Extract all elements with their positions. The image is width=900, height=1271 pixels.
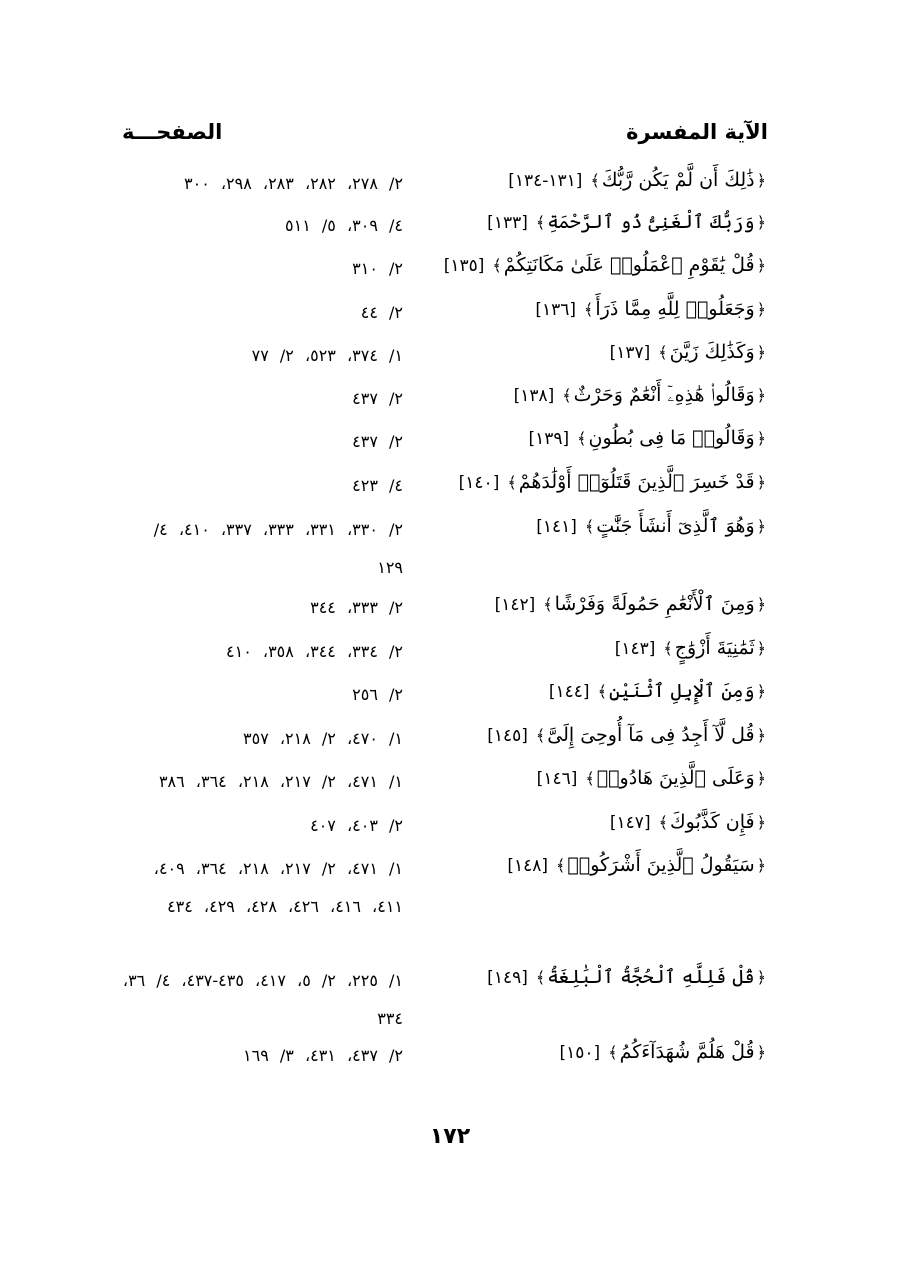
ornament-close: ﴾ xyxy=(535,726,546,745)
verse-text: وَعَلَى ٱلَّذِينَ هَادُوا۟ xyxy=(596,767,755,789)
ornament-close: ﴾ xyxy=(658,343,668,362)
ornament-open: ﴿ xyxy=(756,813,766,832)
verse-number: [١٤٠] xyxy=(458,473,500,493)
verse-number: [١٤٤] xyxy=(548,682,590,702)
verse-text: وَقَالُوا۟ مَا فِى بُطُونِ xyxy=(588,427,755,449)
ornament-open: ﴿ xyxy=(756,213,766,232)
verse-text: قُل لَّآ أَجِدُ فِى مَآ أُوحِىَ إِلَىَّ xyxy=(547,724,755,746)
ornament-open: ﴿ xyxy=(756,473,766,492)
ornament-close: ﴾ xyxy=(562,386,572,405)
verse-ref xyxy=(610,337,768,368)
ornament-open: ﴿ xyxy=(756,386,766,405)
verse-number: [١٣٧] xyxy=(609,343,651,363)
ornament-close: ﴾ xyxy=(585,769,595,788)
verse-ref xyxy=(444,250,768,281)
ornament-close: ﴾ xyxy=(584,517,595,536)
ornament-open: ﴿ xyxy=(756,595,766,614)
ornament-open: ﴿ xyxy=(756,682,766,701)
page-refs: ٢/ ٣٣٤، ٣٤٤، ٣٥٨، ٤١٠ xyxy=(226,642,403,661)
verse-number: [١٣٦] xyxy=(535,300,576,320)
verse-ref xyxy=(495,589,768,620)
ornament-open: ﴿ xyxy=(756,726,766,745)
verse-ref xyxy=(536,511,768,542)
verse-ref xyxy=(549,676,768,707)
ornament-open: ﴿ xyxy=(756,256,766,275)
verse-text: قُلْ هَلُمَّ شُهَدَآءَكُمُ xyxy=(619,1041,755,1063)
ornament-open: ﴿ xyxy=(756,300,766,319)
verse-number: [١٣٩] xyxy=(528,429,570,449)
verse-text: وَمِنَ ٱلْإِبِلِ ٱثْنَيْنِ xyxy=(608,680,755,702)
page-refs: ١/ ٢٢٥، ٢/ ٥، ٤١٧، ٤٣٥-٤٣٧، ٤/ ٣٦، ٣٣٤ xyxy=(122,971,403,1028)
verse-text: وَمِنَ ٱلْأَنْعَٰمِ حَمُولَةً وَفَرْشًا xyxy=(554,593,755,615)
verse-number: [١٤٨] xyxy=(507,856,549,876)
ornament-open: ﴿ xyxy=(756,639,766,658)
page-refs: ٢/ ٣١٠ xyxy=(352,259,403,278)
verse-number: [١٣٨] xyxy=(513,386,555,406)
verse-ref xyxy=(537,763,768,794)
verse-number: [١٤٩] xyxy=(487,968,528,988)
verse-ref xyxy=(560,1037,769,1068)
verse-ref xyxy=(507,850,768,881)
page-refs: ٢/ ٤٣٧، ٤٣١، ٣/ ١٦٩ xyxy=(243,1046,403,1065)
verse-text: وَكَذَٰلِكَ زَيَّنَ xyxy=(669,341,755,363)
ornament-close: ﴾ xyxy=(584,300,594,319)
page-refs: ٢/ ٤٤ xyxy=(360,303,403,322)
page-number: ١٧٢ xyxy=(429,1124,471,1149)
ornament-close: ﴾ xyxy=(608,1043,618,1062)
verse-number: [١٣٣] xyxy=(487,213,528,233)
ornament-open: ﴿ xyxy=(756,769,766,788)
verse-number: [١٤٣] xyxy=(614,639,656,659)
verse-text: ثَمَٰنِيَةَ أَزْوَٰجٍ xyxy=(674,637,755,659)
ornament-open: ﴿ xyxy=(756,968,766,987)
verse-ref xyxy=(459,467,768,498)
page-refs: ٢/ ٤٣٧ xyxy=(352,432,403,451)
verse-number: [١٤٦] xyxy=(536,769,578,789)
page-refs: ٤/ ٤٢٣ xyxy=(352,476,403,495)
ornament-close: ﴾ xyxy=(535,968,546,987)
page-refs: ٢/ ٤٠٣، ٤٠٧ xyxy=(310,816,403,835)
page-refs: ٢/ ٣٣٠، ٣٣١، ٣٣٣، ٣٣٧، ٤١٠، ٤/ ١٢٩ xyxy=(153,520,403,577)
verse-text: وَهُوَ ٱلَّذِىٓ أَنشَأَ جَنَّٰتٍ xyxy=(596,515,755,537)
ornament-close: ﴾ xyxy=(556,856,566,875)
ornament-close: ﴾ xyxy=(590,171,600,190)
page-refs: ١/ ٤٧١، ٢/ ٢١٧، ٢١٨، ٣٦٤، ٤٠٩، ٤١١، ٤١٦، ٤٢٦، ٤٢٨، ٤٢٩، ٤٣٤ xyxy=(153,859,403,916)
page-refs: ١/ ٤٧١، ٢/ ٢١٧، ٢١٨، ٣٦٤، ٣٨٦ xyxy=(158,772,403,791)
page-refs: ٢/ ٢٥٦ xyxy=(352,685,403,704)
verse-number: [١٥٠] xyxy=(559,1043,601,1063)
verse-column-header: الآية المفسرة xyxy=(626,120,768,144)
verse-number: [١٣١-١٣٤] xyxy=(508,171,583,191)
verse-text: وَجَعَلُوا۟ لِلَّهِ مِمَّا ذَرَأَ xyxy=(595,298,755,320)
verse-text: سَيَقُولُ ٱلَّذِينَ أَشْرَكُوا۟ xyxy=(567,854,755,876)
page-refs: ٤/ ٣٠٩، ٥/ ٥١١ xyxy=(285,216,403,235)
ornament-open: ﴿ xyxy=(756,343,766,362)
page-refs: ٢/ ٤٣٧ xyxy=(352,389,403,408)
ornament-close: ﴾ xyxy=(577,429,587,448)
verse-text: ذَٰلِكَ أَن لَّمْ يَكُن رَّبُّكَ xyxy=(601,169,755,191)
verse-ref xyxy=(615,633,768,664)
verse-number: [١٣٥] xyxy=(443,256,485,276)
verse-ref xyxy=(610,807,768,838)
verse-number: [١٤١] xyxy=(536,517,577,537)
page-refs: ١/ ٣٧٤، ٥٢٣، ٢/ ٧٧ xyxy=(251,346,403,365)
ornament-open: ﴿ xyxy=(756,429,766,448)
ornament-close: ﴾ xyxy=(535,213,546,232)
verse-text: وَقَالُوا۟ هَٰذِهِۦٓ أَنْعَٰمٌ وَحَرْثٌ xyxy=(573,384,755,406)
verse-text: قُلْ فَلِلَّهِ ٱلْحُجَّةُ ٱلْبَٰلِغَةُ xyxy=(547,966,755,988)
ornament-open: ﴿ xyxy=(756,1043,766,1062)
verse-number: [١٤٢] xyxy=(494,595,536,615)
verse-number: [١٤٧] xyxy=(609,813,651,833)
verse-ref xyxy=(487,207,768,238)
page-refs: ٢/ ٣٣٣، ٣٤٤ xyxy=(310,598,403,617)
verse-ref xyxy=(487,720,768,751)
verse-ref xyxy=(528,423,768,454)
verse-text: وَرَبُّكَ ٱلْغَنِىُّ ذُو ٱلرَّحْمَةِ xyxy=(547,211,755,233)
verse-ref xyxy=(508,165,768,196)
page-column-header: الصفحـــة xyxy=(122,120,223,144)
verse-text: قَدْ خَسِرَ ٱلَّذِينَ قَتَلُوٓا۟ أَوْلَٰدَهُمْ xyxy=(518,471,755,493)
verse-ref xyxy=(487,962,768,993)
ornament-close: ﴾ xyxy=(507,473,517,492)
ornament-close: ﴾ xyxy=(597,682,607,701)
verse-number: [١٤٥] xyxy=(487,726,528,746)
ornament-open: ﴿ xyxy=(756,856,766,875)
ornament-open: ﴿ xyxy=(756,517,766,536)
ornament-close: ﴾ xyxy=(663,639,673,658)
ornament-close: ﴾ xyxy=(658,813,668,832)
ornament-close: ﴾ xyxy=(492,256,502,275)
verse-ref xyxy=(514,380,768,411)
page-refs: ١/ ٤٧٠، ٢/ ٢١٨، ٣٥٧ xyxy=(243,729,403,748)
page-refs: ٢/ ٢٧٨، ٢٨٢، ٢٨٣، ٢٩٨، ٣٠٠ xyxy=(184,174,403,193)
verse-text: فَإِن كَذَّبُوكَ xyxy=(669,811,755,833)
ornament-open: ﴿ xyxy=(756,171,766,190)
verse-ref xyxy=(535,294,768,325)
ornament-close: ﴾ xyxy=(543,595,553,614)
verse-text: قُلْ يَٰقَوْمِ ٱعْمَلُوا۟ عَلَىٰ مَكَانَتِكُمْ xyxy=(503,254,755,276)
